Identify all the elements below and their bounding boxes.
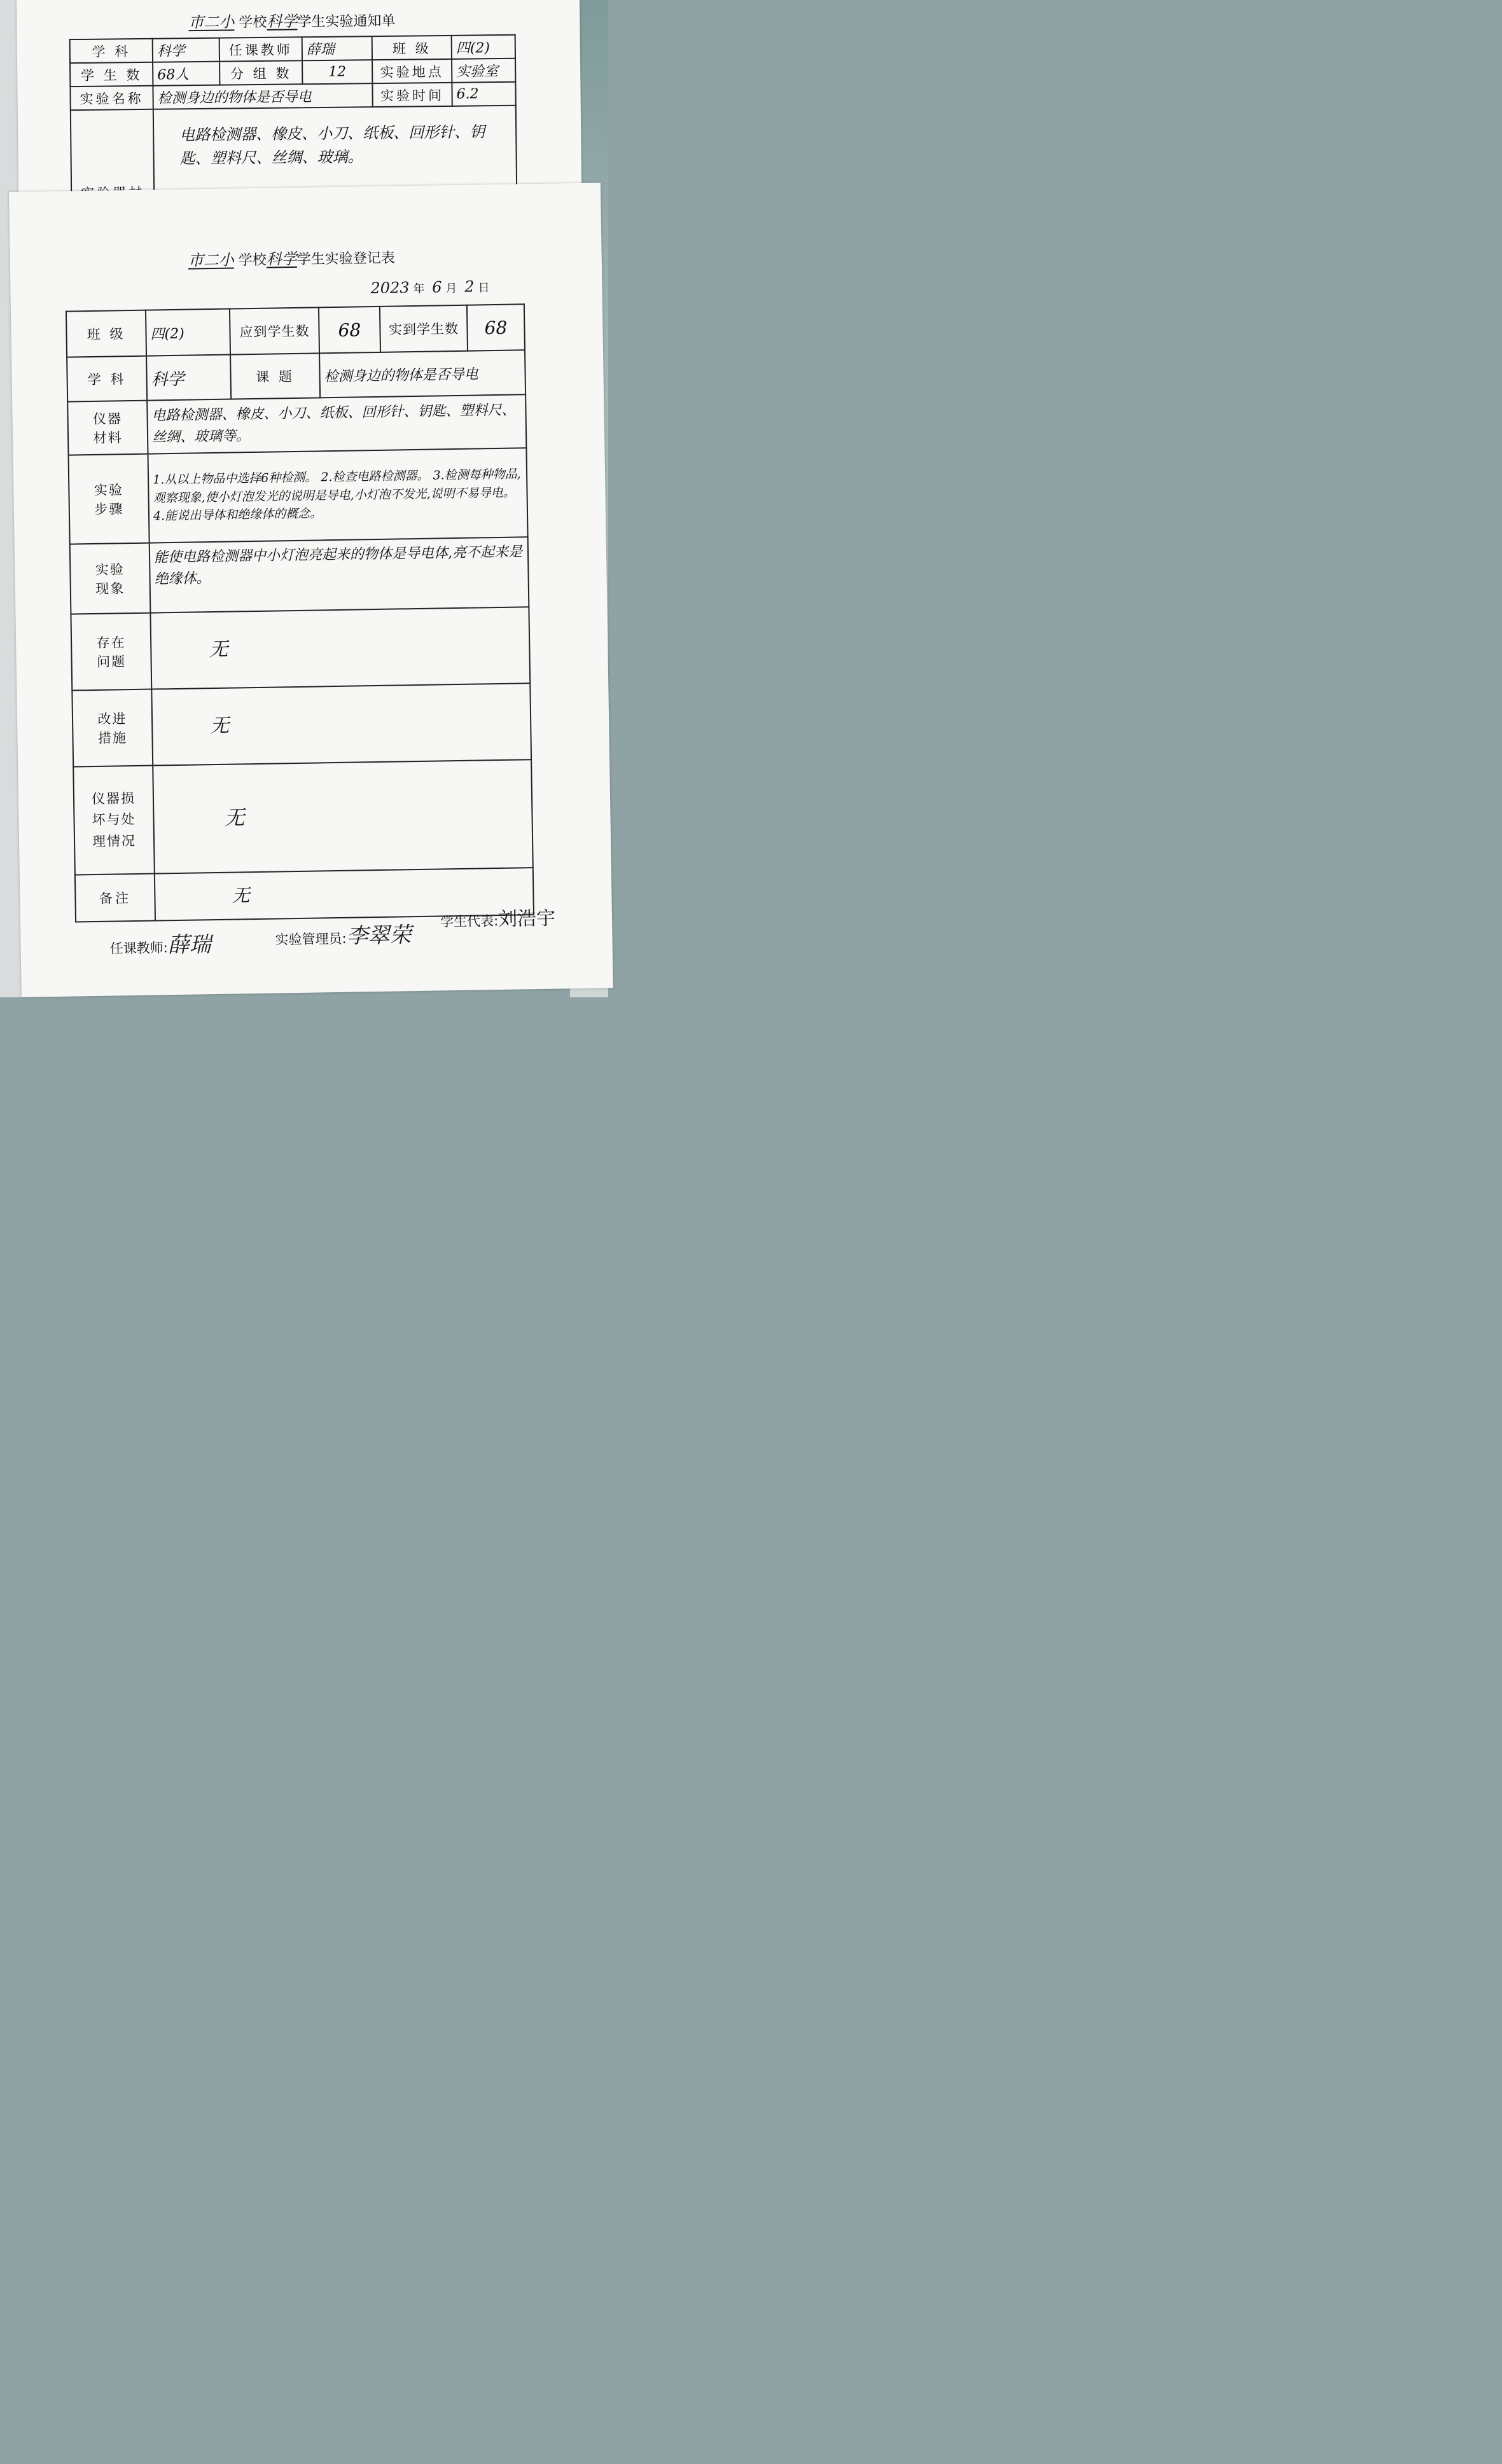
register-topic-label: 课 题 [230, 353, 320, 399]
register-class-value: 四(2) [146, 309, 230, 356]
notice-subject: 科学 [267, 12, 298, 31]
notice-class-value: 四(2) [452, 35, 515, 59]
register-damage-value: 无 [153, 759, 533, 873]
admin-signature-value: 李翠荣 [346, 922, 412, 949]
notice-groups-label: 分 组 数 [219, 60, 302, 85]
date-month-unit: 月 [445, 281, 457, 296]
register-sheet [9, 183, 613, 997]
date-year-unit: 年 [413, 282, 425, 296]
admin-signature-label: 实验管理员: [275, 931, 347, 948]
register-expected-label: 应到学生数 [230, 307, 319, 354]
register-improve-label: 改进措施 [72, 689, 153, 767]
register-title-suffix: 学生实验登记表 [296, 250, 395, 268]
register-damage-label: 仪器损坏与处理情况 [73, 766, 155, 875]
register-steps-value: 1.从以上物品中选择6种检测。 2.检查电路检测器。 3.检测每种物品,观察现象,使小灯泡发光的说明是导电,小灯泡不发光,说明不易导电。 4.能说出导体和绝缘体的概念。 [148, 448, 527, 543]
date-day-unit: 日 [478, 281, 490, 295]
notice-place-value: 实验室 [452, 59, 515, 83]
date-day: 2 [464, 277, 475, 296]
teacher-signature-label: 任课教师: [109, 940, 168, 957]
notice-time-label: 实验时间 [372, 83, 452, 107]
notice-title [188, 8, 395, 32]
notice-sheet [17, 0, 581, 210]
register-remarks-label: 备注 [75, 874, 155, 922]
register-topic-value: 检测身边的物体是否导电 [319, 350, 525, 398]
student-signature-value: 刘浩宇 [497, 907, 556, 931]
register-subject-label: 学 科 [67, 356, 147, 402]
notice-students-value: 68人 [153, 62, 219, 86]
register-materials-value: 电路检测器、橡皮、小刀、纸板、回形针、钥匙、塑料尺、丝绸、玻璃等。 [147, 394, 526, 453]
register-phenomenon-label: 实验现象 [70, 543, 151, 614]
notice-students-label: 学 生 数 [70, 62, 153, 87]
notice-school-word: 学校 [239, 14, 267, 31]
register-actual-value: 68 [467, 304, 525, 350]
register-improve-value: 无 [151, 683, 531, 765]
register-school-word: 学校 [238, 252, 267, 269]
register-date [366, 277, 490, 297]
register-problems-value: 无 [150, 607, 530, 689]
register-subject-value: 科学 [146, 355, 231, 401]
notice-place-label: 实验地点 [372, 59, 452, 83]
register-problems-label: 存在问题 [71, 613, 151, 691]
student-signature-label: 学生代表: [440, 913, 499, 930]
notice-title-suffix: 学生实验通知单 [297, 13, 396, 31]
register-phenomenon-value: 能使电路检测器中小灯泡亮起来的物体是导电体,亮不起来是绝缘体。 [150, 537, 529, 613]
register-expected-value: 68 [319, 307, 380, 353]
notice-name-label: 实验名称 [70, 86, 153, 110]
notice-class-label: 班 级 [372, 36, 452, 60]
teacher-signature-value: 薛瑞 [167, 932, 212, 959]
register-subject: 科学 [266, 249, 297, 268]
register-remarks-value: 无 [155, 868, 534, 920]
notice-groups-value: 12 [302, 60, 372, 84]
register-school: 市二小 [188, 251, 234, 270]
notice-time-value: 6.2 [452, 82, 515, 106]
notice-teacher-value: 薛瑞 [302, 36, 372, 60]
notice-school: 市二小 [188, 13, 235, 32]
register-title [188, 244, 395, 270]
register-class-label: 班 级 [66, 310, 146, 357]
notice-name-value: 检测身边的物体是否导电 [153, 83, 372, 109]
admin-signature [275, 917, 412, 950]
date-year: 2023 [370, 279, 410, 298]
notice-subject-label: 学 科 [70, 39, 153, 63]
notice-subject-value: 科学 [153, 38, 219, 62]
teacher-signature [109, 927, 211, 959]
register-actual-label: 实到学生数 [380, 305, 468, 352]
notice-equip-value: 电路检测器、橡皮、小刀、纸板、回形针、钥匙、塑料尺、丝绸、玻璃。 [153, 106, 517, 211]
date-month: 6 [432, 278, 442, 296]
student-signature [440, 903, 556, 932]
register-steps-label: 实验步骤 [69, 454, 150, 544]
register-materials-label: 仪器材料 [67, 401, 148, 455]
register-table [66, 303, 534, 922]
notice-teacher-label: 任课教师 [219, 37, 302, 61]
